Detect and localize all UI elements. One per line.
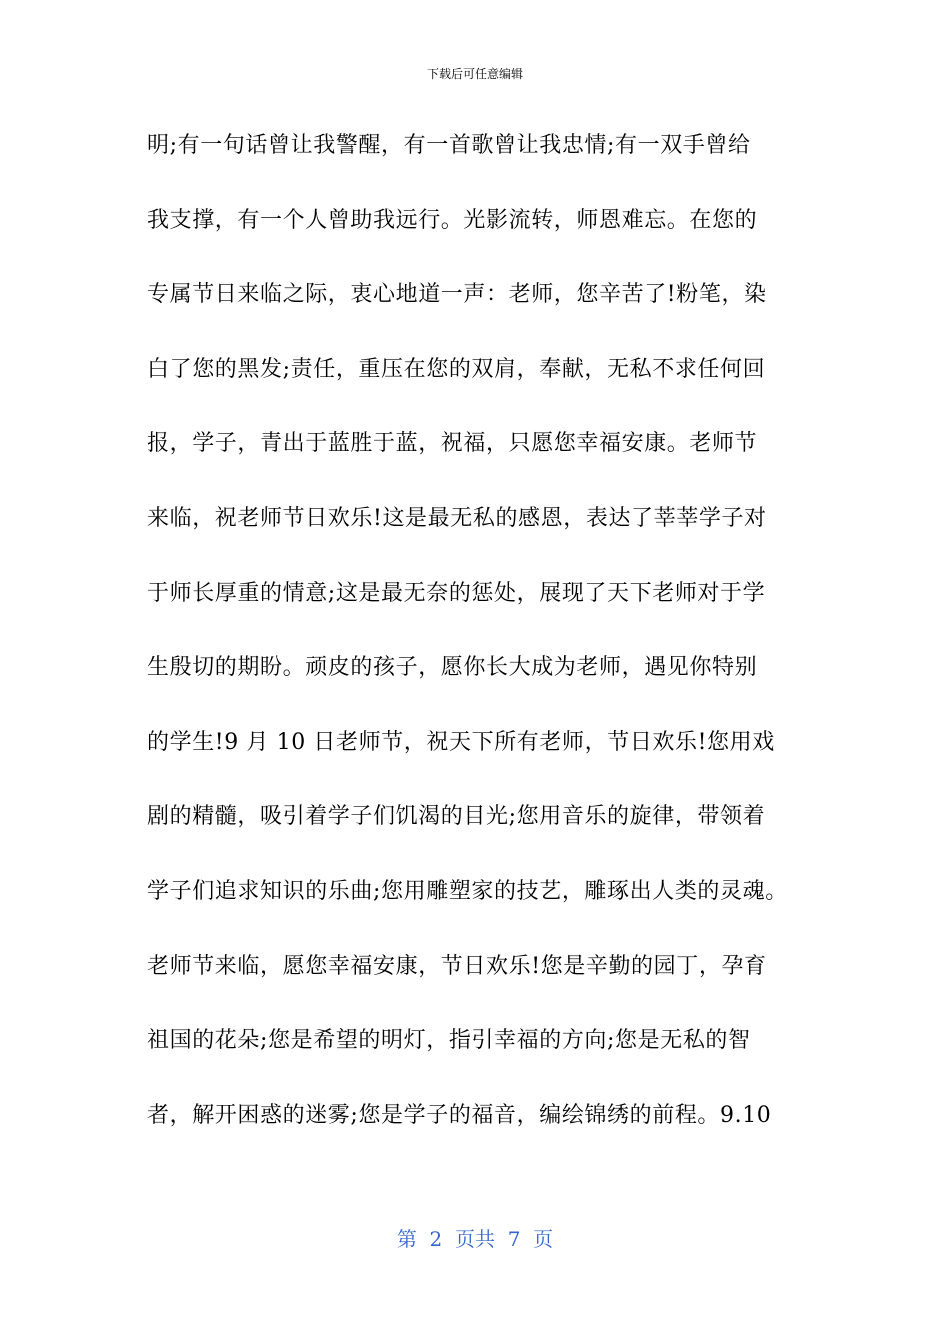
body-line-5: 报，学子，青出于蓝胜于蓝，祝福，只愿您幸福安康。老师节	[147, 431, 758, 457]
body-line-1: 明;有一句话曾让我警醒，有一首歌曾让我忠情;有一双手曾给	[147, 133, 751, 158]
body-line-6: 来临，祝老师节日欢乐!这是最无私的感恩，表达了莘莘学子对	[147, 505, 767, 531]
body-line-12: 老师节来临，愿您幸福安康，节日欢乐!您是辛勤的园丁，孕育	[147, 953, 767, 979]
body-line-9: 的学生!9 月 10 日老师节，祝天下所有老师，节日欢乐!您用戏	[147, 729, 775, 755]
body-line-13: 祖国的花朵;您是希望的明灯，指引幸福的方向;您是无私的智	[147, 1028, 751, 1054]
body-line-4: 白了您的黑发;责任，重压在您的双肩，奉献，无私不求任何回	[147, 356, 766, 382]
document-body	[147, 126, 827, 1170]
body-line-3: 专属节日来临之际，衷心地道一声：老师，您辛苦了!粉笔，染	[147, 282, 767, 308]
page-number-footer: 第 2 页共 7 页	[396, 1227, 554, 1251]
page-header: 下载后可任意编辑	[426, 67, 523, 81]
body-line-2: 我支撑，有一个人曾助我远行。光影流转，师恩难忘。在您的	[147, 207, 758, 233]
body-line-8: 生殷切的期盼。顽皮的孩子，愿你长大成为老师，遇见你特别	[147, 655, 758, 681]
body-line-7: 于师长厚重的情意;这是最无奈的惩处，展现了天下老师对于学	[147, 580, 766, 606]
body-line-11: 学子们追求知识的乐曲;您用雕塑家的技艺，雕琢出人类的灵魂。	[147, 878, 788, 904]
body-line-10: 剧的精髓，吸引着学子们饥渴的目光;您用音乐的旋律，带领着	[147, 804, 766, 830]
body-line-14: 者，解开困惑的迷雾;您是学子的福音，编绘锦绣的前程。9.10	[147, 1102, 772, 1128]
